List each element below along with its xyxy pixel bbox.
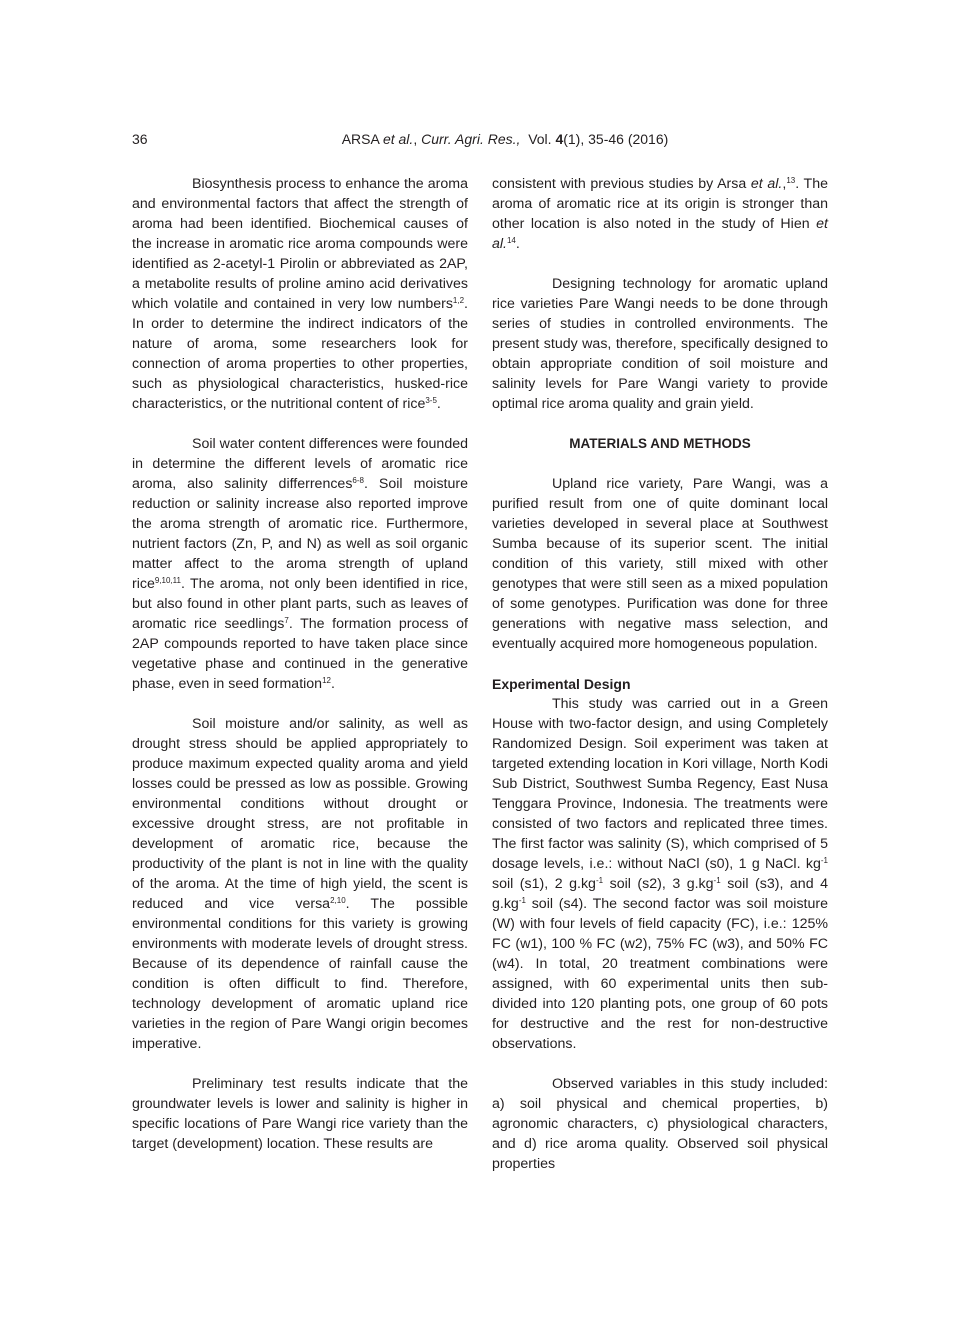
paragraph-soil-moisture — [132, 714, 468, 1054]
text: soil (s3), and 4 g.kg — [492, 876, 828, 912]
subsection-heading-experimental-design: Experimental Design — [492, 676, 631, 692]
section-heading-materials-methods: MATERIALS AND METHODS — [569, 436, 751, 451]
et-al: et al. — [382, 131, 414, 147]
citation: 2,10 — [330, 896, 346, 905]
text: . The possible environmental conditions for this variety is growing environments with moderate levels of drought stress. Because of its dependence of rainfall cause the condition is often difficult to find. Therefore, technology development of aromatic upland rice varieties in the region of Pare Wangi origin becomes imperative. — [132, 896, 468, 1052]
paragraph-biosynthesis — [132, 174, 468, 414]
et-al: et al. — [750, 176, 783, 192]
text: . Soil moisture reduction or salinity increase also reported improve the aroma strength of aromatic rice. Furthermore, nutrient factors (Zn, P, and N) as well as soil organic matter affect to the aroma strength of upland rice — [132, 476, 468, 592]
text: . The aroma, not only been identified in rice, but also found in other plant parts, such as leaves of aromatic rice seedlings — [132, 576, 468, 632]
citation: 1,2 — [452, 296, 465, 305]
text: . — [330, 676, 335, 692]
superscript: -1 — [595, 876, 604, 885]
volume-number: 4 — [555, 131, 564, 147]
text: , — [782, 176, 787, 192]
citation: 6-8 — [352, 476, 364, 485]
paragraph-experimental-design — [492, 694, 828, 1054]
superscript: -1 — [713, 876, 721, 885]
text: soil (s4). The second factor was soil moisture (W) with four levels of field capacity (FC), i.e.: 125% FC (w1), 100 % FC (w2), 75% FC (w3), and 50% FC (w4). In total, 20 treatment combinations were assigned, with 60 experimental units then sub-divided into 120 planting pots, one group of 60 pots for destructive and the rest for non-destructive observations. — [492, 896, 828, 1052]
text: This study was carried out in a Green House with two-factor design, and using Completely Randomized Design. Soil experiment was taken at targeted extending location in Kori village, North Kodi Sub District, Southwest Sumba Regency, East Nusa Tenggara Province, Indonesia. The treatments were consisted of two factors and replicated three times. The first factor was salinity (S), which comprised of 5 dosage levels, i.e.: without NaCl (s0), 1 g NaCl. kg — [492, 696, 828, 872]
volume-label: Vol. — [528, 131, 552, 147]
text: . The formation process of 2AP compounds reported to have taken place since vegetative phase and continued in the generative phase, even in seed formation — [132, 616, 468, 692]
text: soil (s1), 2 g.kg — [492, 876, 596, 892]
text: consistent with previous studies by Arsa — [492, 176, 751, 192]
page-number: 36 — [132, 131, 148, 147]
left-column — [132, 174, 468, 1174]
journal-citation: ARSA et al., Curr. Agri. Res., Vol. 4(1), 35-46 (2016) — [341, 131, 669, 147]
paragraph-observed-variables: Observed variables in this study included: a) soil physical and chemical properties, b) agronomic characters, c) physiological characters, and d) rice aroma quality. Observed soil physical properties — [492, 1076, 828, 1172]
citation: 7 — [284, 616, 289, 625]
paragraph-continued — [492, 174, 828, 254]
text: . In order to determine the indirect indicators of the nature of aroma, some researchers look for connection of aroma properties to other properties, such as physiological characteristics, husked-rice characteristics, or the nutritional content of rice — [132, 296, 468, 412]
citation: 13 — [786, 176, 796, 185]
paragraph-upland-rice: Upland rice variety, Pare Wangi, was a purified result from one of quite dominant local varieties developed in several place at Southwest Sumba because of its superior scent. The initial condition of this variety, still mixed with other genotypes that were still seen as a mixed population of some genotypes. Purification was done for three generations with negative mass selection, and eventually acquired more homogeneous population. — [492, 476, 828, 652]
citation: 14 — [506, 236, 516, 245]
superscript: -1 — [820, 856, 828, 865]
citation: 9,10,11 — [154, 576, 181, 585]
text: . — [436, 396, 441, 412]
text: Soil moisture and/or salinity, as well as drought stress should be applied appropriately to produce maximum expected quality aroma and yield losses could be pressed as low as possible. Growing environmental conditions without drought or excessive drought stress, are not profitable in development of aromatic rice, because the productivity of the plant is not in line with the quality of the aroma. At the time of high yield, the scent is reduced and vice versa — [132, 716, 468, 912]
text: Biosynthesis process to enhance the aroma and environmental factors that affect the strength of aroma had been identified. Biochemical causes of the increase in aromatic rice aroma compounds were identified as 2-acetyl-1 Pirolin or abbreviated as 2AP, a metabolite results of proline amino acid derivatives which volatile and contained in very low numbers — [132, 176, 468, 312]
citation: 3-5 — [425, 396, 437, 405]
paragraph-designing-technology: Designing technology for aromatic upland rice varieties Pare Wangi needs to be done through series of studies in controlled environments. The present study was, therefore, specifically designed to obtain appropriate condition of soil moisture and salinity levels for Pare Wangi variety to provide optimal rice aroma quality and grain yield. — [492, 276, 828, 412]
paragraph-soil-water — [132, 434, 468, 694]
issue-pages-year: (1), 35-46 (2016) — [563, 131, 669, 147]
text: soil (s2), 3 g.kg — [603, 876, 714, 892]
citation: 12 — [322, 676, 331, 685]
paragraph-preliminary-test: Preliminary test results indicate that the groundwater levels is lower and salinity is higher in specific locations of Pare Wangi rice variety than the target (development) location. These results are — [132, 1076, 468, 1152]
running-header — [132, 129, 828, 149]
superscript: -1 — [518, 896, 526, 905]
text: . — [515, 236, 520, 252]
journal-name: Curr. Agri. Res., — [421, 131, 521, 147]
text: Soil water content differences were founded in determine the different levels of aromatic rice aroma, also salinity differrences — [132, 436, 468, 492]
et-al: et al. — [492, 216, 828, 252]
text: . The aroma of aromatic rice at its origin is stronger than other location is also noted in the study of Hien — [492, 176, 829, 232]
author-name: ARSA — [341, 131, 380, 147]
right-column — [492, 174, 828, 1194]
